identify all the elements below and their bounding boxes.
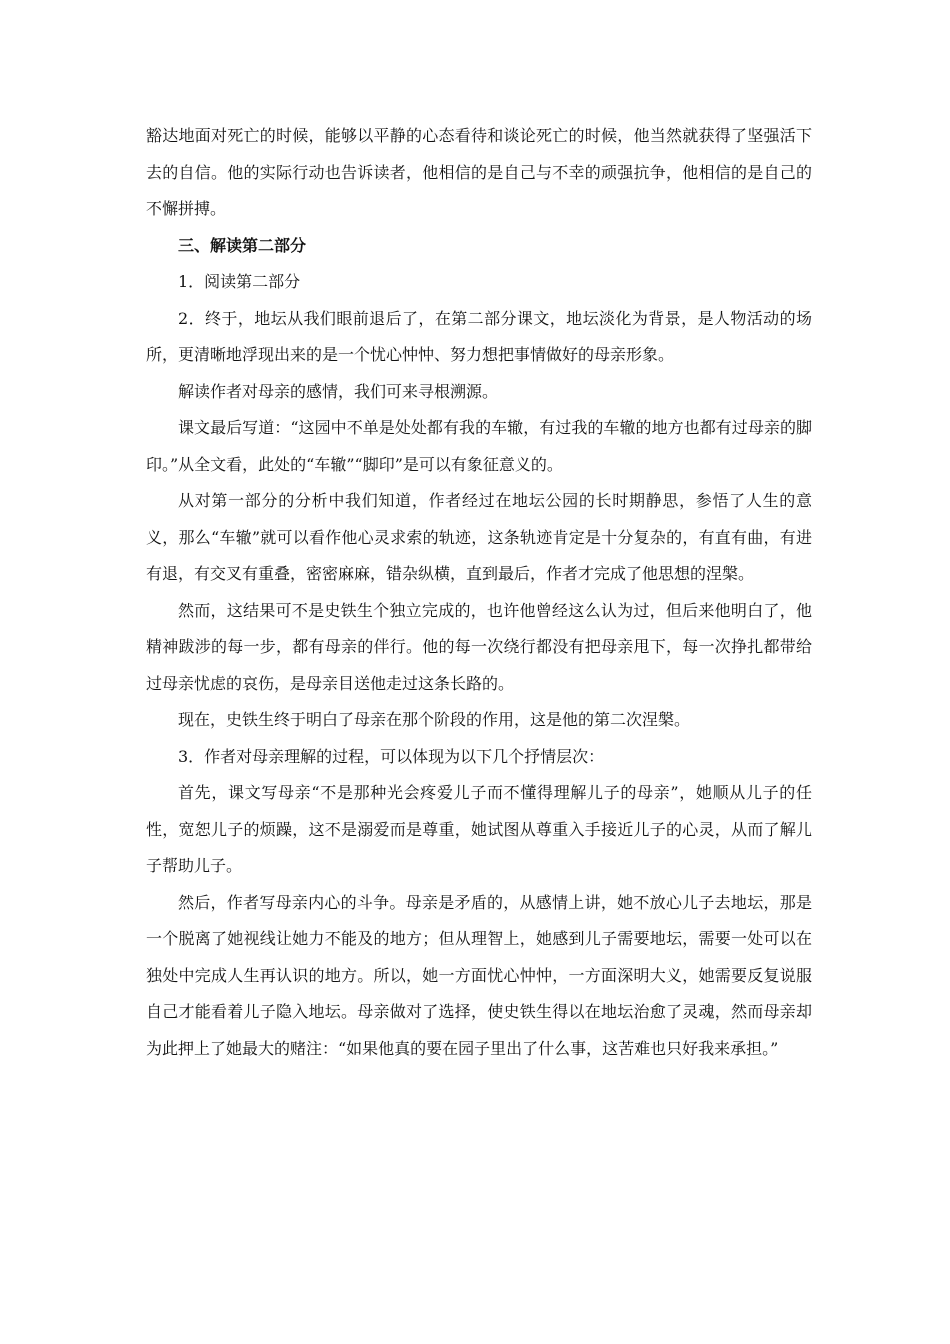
paragraph: 解读作者对母亲的感情，我们可来寻根溯源。 bbox=[178, 381, 499, 401]
paragraph: 2．终于，地坛从我们眼前退后了，在第二部分课文，地坛淡化为背景，是人物活动的场所，更清晰地浮现出来的是一个忧心忡忡、努力想把事情做好的母亲形象。 bbox=[146, 308, 812, 364]
paragraph: 从对第一部分的分析中我们知道，作者经过在地坛公园的长时期静思，参悟了人生的意义，那么“车辙”就可以看作他心灵求索的轨迹，这条轨迹肯定是十分复杂的，有直有曲，有进有退，有交叉有重叠，密密麻麻，错杂纵横，直到最后，作者才完成了他思想的涅槃。 bbox=[146, 491, 812, 583]
paragraph: 课文最后写道：“这园中不单是处处都有我的车辙，有过我的车辙的地方也都有过母亲的脚印。”从全文看，此处的“车辙”“脚印”是可以有象征意义的。 bbox=[146, 418, 812, 474]
section-heading: 三、解读第二部分 bbox=[178, 235, 307, 255]
paragraph: 首先，课文写母亲“不是那种光会疼爱儿子而不懂得理解儿子的母亲”，她顺从儿子的任性，宽恕儿子的烦躁，这不是溺爱而是尊重，她试图从尊重入手接近儿子的心灵，从而了解儿子帮助儿子。 bbox=[146, 783, 812, 875]
document-body bbox=[146, 118, 812, 1067]
paragraph: 然而，这结果可不是史铁生个独立完成的，也许他曾经这么认为过，但后来他明白了，他精神跋涉的每一步，都有母亲的伴行。他的每一次绕行都没有把母亲甩下，每一次挣扎都带给过母亲忧虑的哀伤，是母亲目送他走过这条长路的。 bbox=[146, 600, 812, 693]
paragraph: 现在，史铁生终于明白了母亲在那个阶段的作用，这是他的第二次涅槃。 bbox=[178, 710, 691, 729]
paragraph-continuation: 豁达地面对死亡的时候，能够以平静的心态看待和谈论死亡的时候，他当然就获得了坚强活下去的自信。他的实际行动也告诉读者，他相信的是自己与不幸的顽强抗争，他相信的是自己的不懈拼搏。 bbox=[146, 126, 812, 218]
paragraph: 1．阅读第二部分 bbox=[178, 272, 301, 291]
paragraph: 然后，作者写母亲内心的斗争。母亲是矛盾的，从感情上讲，她不放心儿子去地坛，那是一个脱离了她视线让她力不能及的地方；但从理智上，她感到儿子需要地坛，需要一处可以在独处中完成人生再认识的地方。所以，她一方面忧心忡忡，一方面深明大义，她需要反复说服自己才能看着儿子隐入地坛。母亲做对了选择，使史铁生得以在地坛治愈了灵魂，然而母亲却为此押上了她最大的赌注：“如果他真的要在园子里出了什么事，这苦难也只好我来承担。” bbox=[146, 892, 812, 1058]
paragraph: 3．作者对母亲理解的过程，可以体现为以下几个抒情层次： bbox=[178, 746, 605, 766]
